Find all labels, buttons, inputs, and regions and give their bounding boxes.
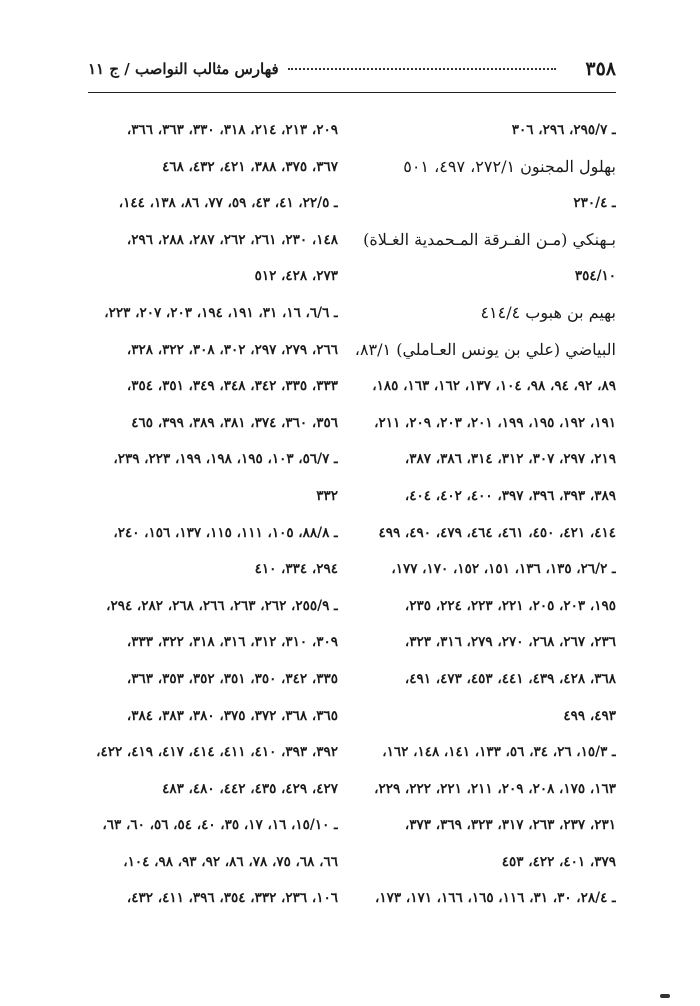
running-title: فهارس مثالب النواصب / ج ١١ xyxy=(88,60,279,78)
index-line: ٣٧٩، ٤٠١، ٤٢٢، ٤٥٣ xyxy=(501,853,616,870)
index-line: ـ ٨٨/٨، ١٠٥، ١١١، ١١٥، ١٣٧، ١٥٦، ٢٤٠، xyxy=(113,524,338,541)
index-line: ٣٩٢، ٣٩٣، ٤١٠، ٤١١، ٤١٤، ٤١٧، ٤١٩، ٤٢٢، xyxy=(96,744,338,761)
index-line: ٣٣٢ xyxy=(316,487,338,504)
index-line: ٣٦٧، ٣٧٥، ٣٨٨، ٤٢١، ٤٣٢، ٤٦٨ xyxy=(162,158,338,175)
index-line: ١٩١، ١٩٢، ١٩٥، ١٩٩، ٢٠١، ٢٠٣، ٢٠٩، ٢١١، xyxy=(374,414,616,431)
index-line: ٣٣٣، ٣٣٥، ٣٤٢، ٣٤٨، ٣٤٩، ٣٥١، ٣٥٤، xyxy=(126,378,338,395)
index-line: ٢٦٦، ٢٧٩، ٢٩٧، ٣٠٢، ٣٠٨، ٣٢٢، ٣٢٨، xyxy=(126,341,338,358)
index-column-right xyxy=(352,112,616,917)
index-line: ٢٣٦، ٢٦٧، ٢٦٨، ٢٧٠، ٢٧٩، ٣١٦، ٣٢٣، xyxy=(404,634,616,651)
index-line: ٤٢٧، ٤٢٩، ٤٣٥، ٤٤٢، ٤٨٠، ٤٨٣ xyxy=(162,780,338,797)
index-line: ١٤٨، ٢٣٠، ٢٦١، ٢٦٢، ٢٨٧، ٢٨٨، ٢٩٦، xyxy=(126,231,338,248)
index-line: ٢١٩، ٢٩٧، ٣٠٧، ٣١٢، ٣١٤، ٣٨٦، ٣٨٧، xyxy=(404,451,616,468)
index-line: ٢٠٩، ٢١٣، ٢١٤، ٣١٨، ٣٣٠، ٣٦٣، ٣٦٦، xyxy=(126,122,338,138)
index-line: ـ ٢٦/٢، ١٣٥، ١٣٦، ١٥١، ١٥٢، ١٧٠، ١٧٧، xyxy=(391,561,616,578)
page-header xyxy=(88,58,616,86)
page-mark xyxy=(660,994,670,998)
dotted-leader xyxy=(288,68,556,70)
index-line: ٣٠٩، ٣١٠، ٣١٢، ٣١٦، ٣١٨، ٣٢٢، ٣٣٣، xyxy=(126,634,338,651)
header-rule xyxy=(88,92,616,93)
index-line: بـهنكي (مـن الفـرقة المـحمدية الغـلاة) xyxy=(363,229,616,249)
index-line: ٦٦، ٦٨، ٧٥، ٧٨، ٨٦، ٩٢، ٩٣، ٩٨، ١٠٤، xyxy=(123,853,338,870)
index-line: ١٦٣، ١٧٥، ٢٠٨، ٢٠٩، ٢١١، ٢٢١، ٢٢٢، ٢٢٩، xyxy=(374,780,616,797)
index-line: ـ ٦/٦، ١٦، ٣١، ١٩١، ١٩٤، ٢٠٣، ٢٠٧، ٢٢٣، xyxy=(104,304,338,321)
index-line: ٣٣٥، ٣٤٢، ٣٥٠، ٣٥١، ٣٥٢، ٣٥٣، ٣٦٣، xyxy=(126,670,338,687)
index-line: ـ ٢٥٥/٩، ٢٦٢، ٢٦٣، ٢٦٦، ٢٦٨، ٢٨٢، ٢٩٤، xyxy=(106,597,338,614)
index-line: ٣٦٨، ٤٢٨، ٤٣٩، ٤٤١، ٤٥٣، ٤٧٣، ٤٩١، xyxy=(404,670,616,687)
index-line: ٣٨٩، ٣٩٣، ٣٩٦، ٣٩٧، ٤٠٠، ٤٠٢، ٤٠٤، xyxy=(404,487,616,504)
index-line: ـ ٢٢/٥، ٤١، ٤٣، ٥٩، ٧٧، ٨٦، ١٣٨، ١٤٤، xyxy=(118,195,338,212)
index-line: ٣٦٥، ٣٦٨، ٣٧٢، ٣٧٥، ٣٨٠، ٣٨٣، ٣٨٤، xyxy=(126,707,338,724)
index-line: البياضي (علي بن يونس العـاملي) ٨٣/١، xyxy=(354,339,616,359)
index-line: ٣٥٦، ٣٦٠، ٣٧٤، ٣٨١، ٣٨٩، ٣٩٩، ٤٦٥ xyxy=(131,414,338,431)
index-line: ـ ١٥/١٠، ١٦، ١٧، ٣٥، ٤٠، ٥٤، ٥٦، ٦٠، ٦٣، xyxy=(102,817,338,834)
index-line: ـ ١٥/٣، ٢٦، ٣٤، ٥٦، ١٣٣، ١٤١، ١٤٨، ١٦٢، xyxy=(382,744,616,761)
index-line: بهيم بن هبوب ٤١٤/٤ xyxy=(480,302,616,322)
index-line: ٤٩٣، ٤٩٩ xyxy=(563,707,616,724)
index-line: ٢٣١، ٢٣٧، ٢٦٣، ٣١٧، ٣٢٣، ٣٦٩، ٣٧٣، xyxy=(404,817,616,834)
index-line: ـ ٥٦/٧، ١٠٣، ١٩٥، ١٩٨، ١٩٩، ٢٢٣، ٢٣٩، xyxy=(113,451,338,468)
index-line: ١٩٥، ٢٠٣، ٢٠٥، ٢٢١، ٢٢٣، ٢٢٤، ٢٣٥، xyxy=(404,597,616,614)
index-line: ١٠٦، ٢٣٦، ٣٣٢، ٣٥٤، ٣٩٦، ٤١١، ٤٣٢، xyxy=(126,890,338,907)
index-line: بهلول المجنون ٢٧٢/١، ٤٩٧، ٥٠١ xyxy=(403,156,616,176)
index-line: ٣٥٤/١٠ xyxy=(574,268,616,285)
index-column-left xyxy=(76,112,338,917)
index-line: ـ ٢٣٠/٤ xyxy=(573,195,616,212)
index-line: ـ ٢٨/٤، ٣٠، ٣١، ١١٦، ١٦٥، ١٦٦، ١٧١، ١٧٣، xyxy=(375,890,616,907)
page-number: ٣٥٨ xyxy=(585,58,616,80)
index-line: ٢٧٣، ٤٢٨، ٥١٢ xyxy=(254,268,338,285)
index-line: ـ ٢٩٥/٧، ٢٩٦، ٣٠٦ xyxy=(511,122,616,138)
index-line: ٨٩، ٩٢، ٩٤، ٩٨، ١٠٤، ١٣٧، ١٦٢، ١٦٣، ١٨٥، xyxy=(372,378,616,395)
index-line: ٢٩٤، ٣٣٤، ٤١٠ xyxy=(254,561,338,578)
index-line: ٤١٤، ٤٢١، ٤٥٠، ٤٦١، ٤٦٤، ٤٧٩، ٤٩٠، ٤٩٩ xyxy=(378,524,616,541)
